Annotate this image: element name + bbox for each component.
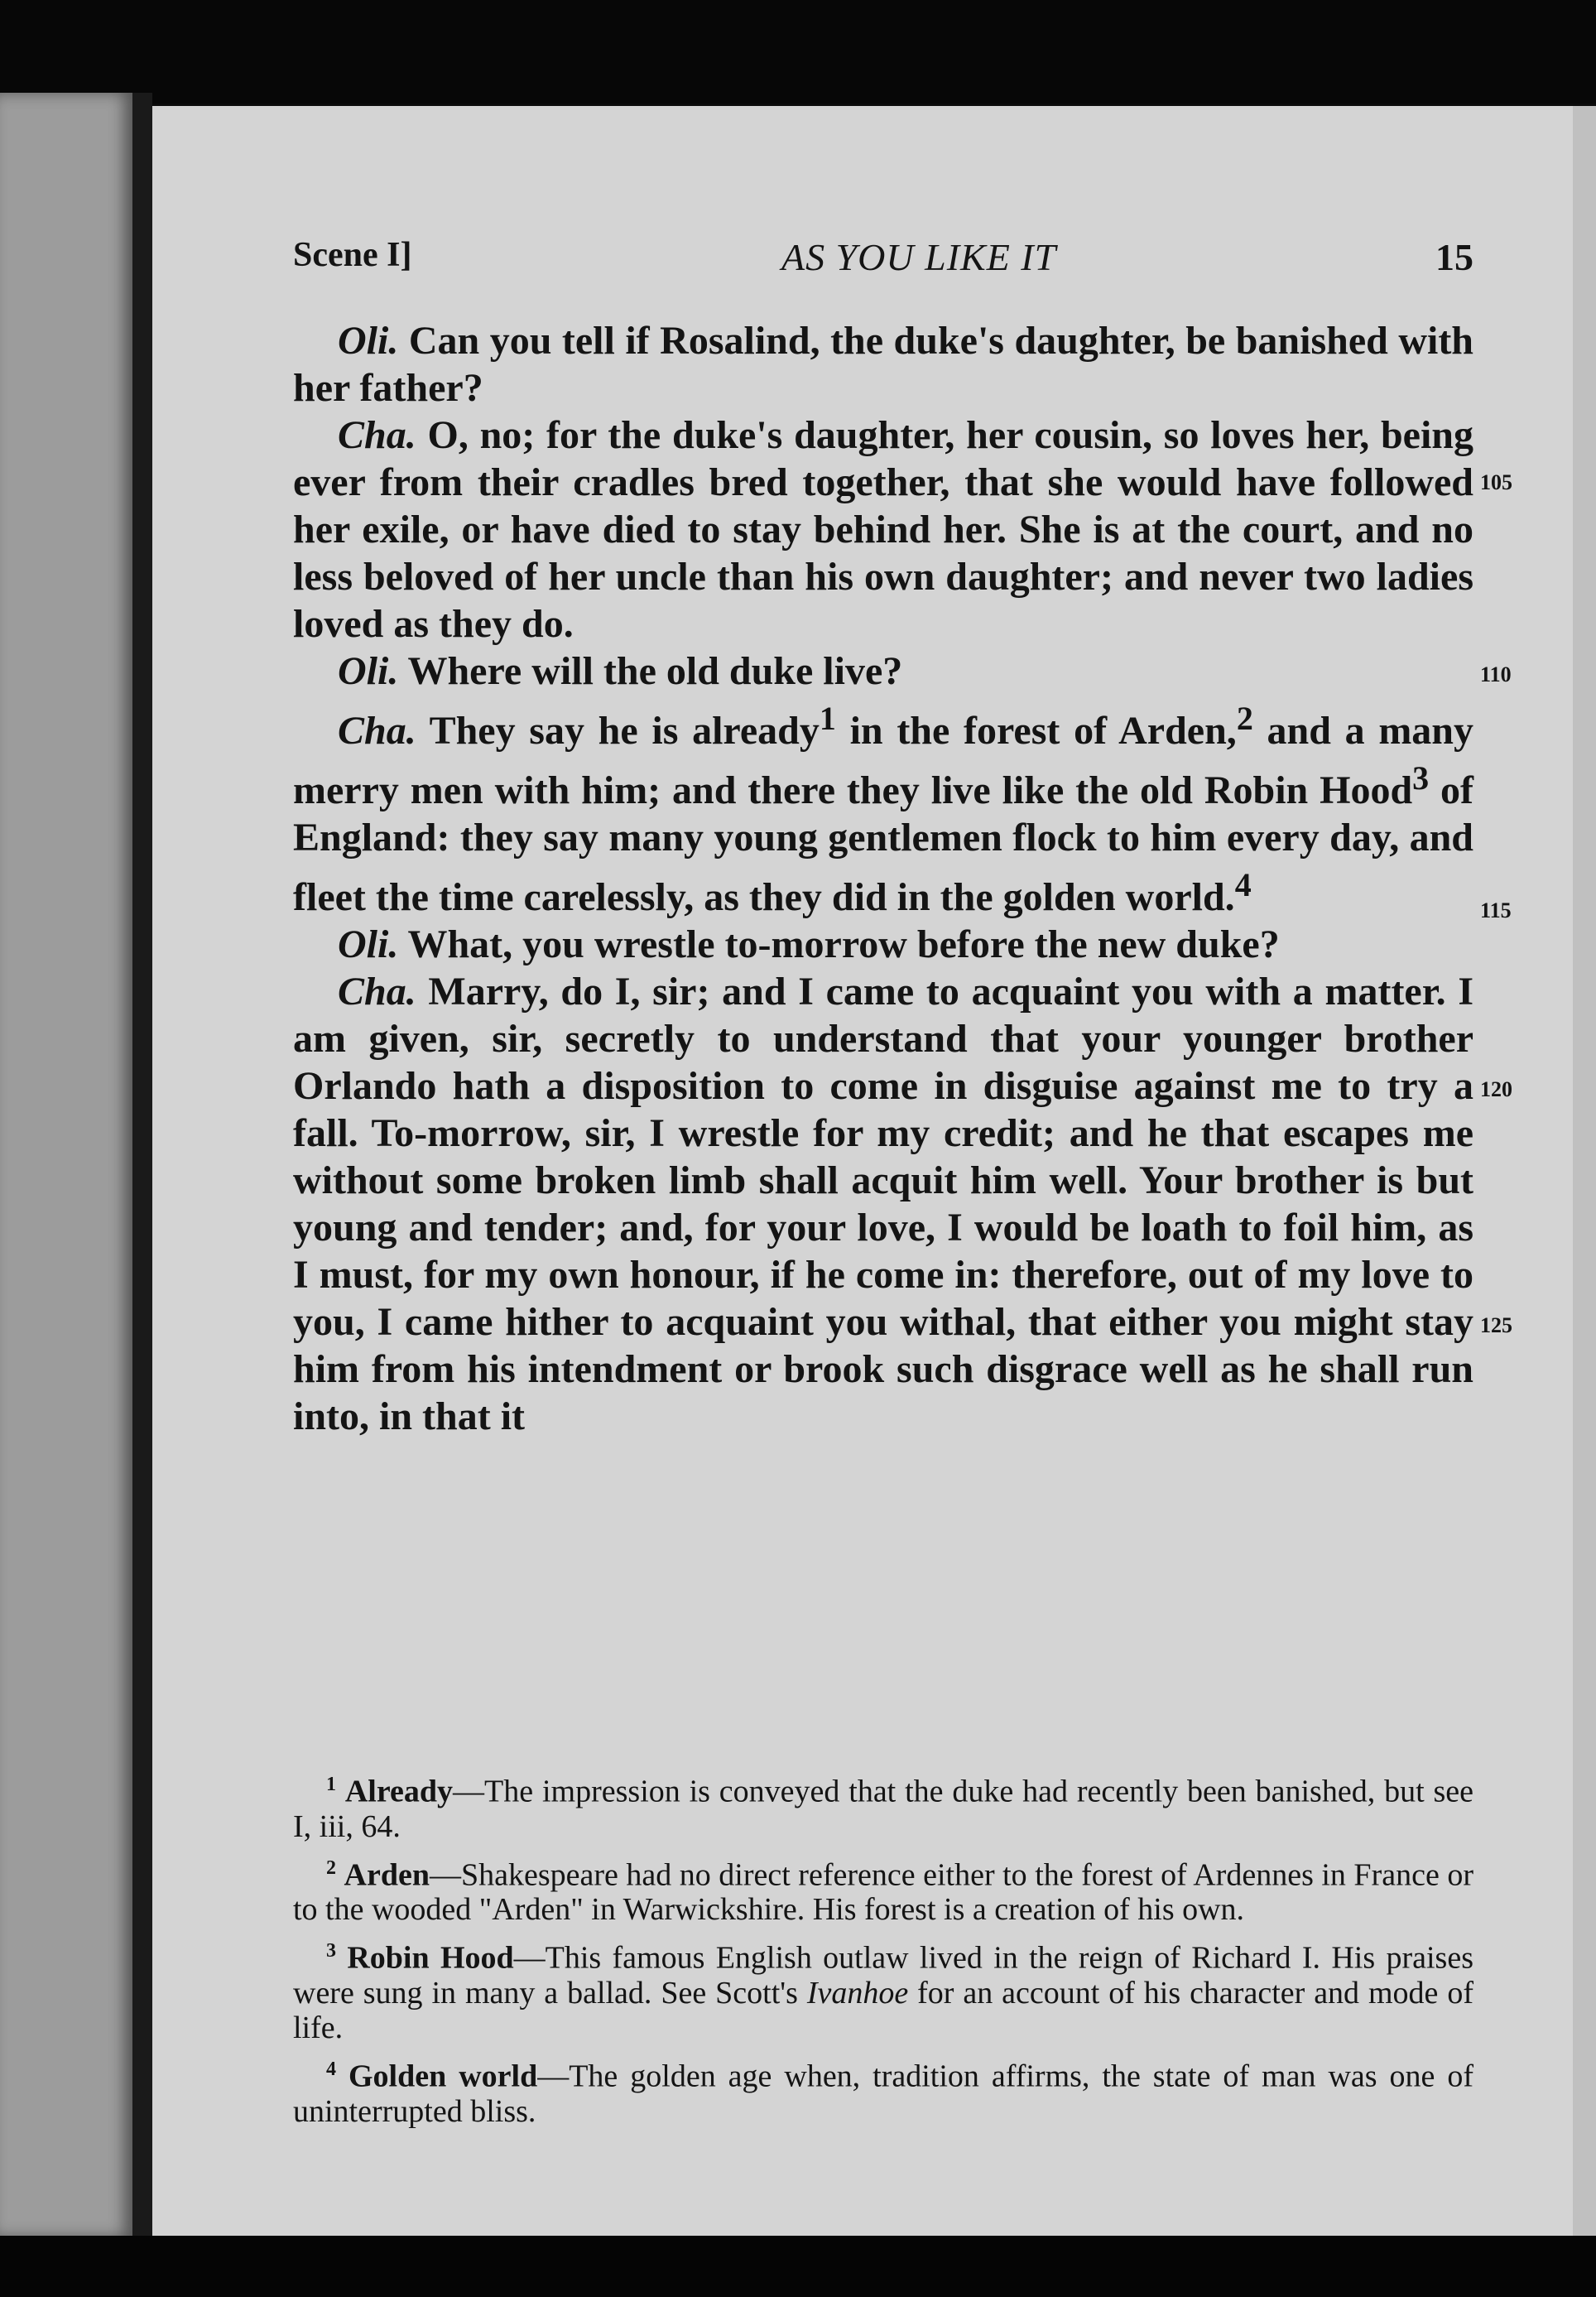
line-number: 115 bbox=[1480, 898, 1512, 922]
dialogue-line bbox=[293, 695, 1512, 922]
play-title: AS YOU LIKE IT bbox=[781, 236, 1057, 278]
line-number: 120 bbox=[1480, 1077, 1512, 1101]
dialogue-line bbox=[293, 648, 1512, 695]
page-number: 15 bbox=[1435, 236, 1473, 278]
speaker-name: Cha. bbox=[338, 970, 416, 1014]
footnote-reference: 3 bbox=[1412, 759, 1430, 797]
speaker-name: Cha. bbox=[338, 709, 416, 753]
dialogue-text: They say he is already bbox=[429, 709, 820, 753]
line-number: 125 bbox=[1480, 1313, 1512, 1337]
footnote-text: —This famous English outlaw lived in the reign of Richard I. His praises were sung in many a ballad. See Scott's bbox=[293, 1940, 1474, 2010]
dialogue-text: What, you wrestle to-morrow before the new duke? bbox=[407, 922, 1280, 966]
footnote-text: for an account of his character and mode of life. bbox=[293, 1975, 1473, 2045]
footnote-mark: 1 bbox=[326, 1774, 336, 1795]
book-gutter bbox=[132, 93, 152, 2237]
dialogue-line bbox=[293, 968, 1512, 1440]
book-title: Ivanhoe bbox=[806, 1975, 909, 2010]
footnote bbox=[293, 2052, 1473, 2129]
play-text bbox=[293, 317, 1512, 1440]
footnote-text: —The impression is conveyed that the duke had recently been banished, but see I, iii, 64. bbox=[293, 1774, 1474, 1844]
scan-top-border bbox=[0, 0, 1596, 104]
footnote-term: Robin Hood bbox=[347, 1940, 514, 1976]
speaker-name: Oli. bbox=[338, 922, 399, 966]
dialogue-text: Can you tell if Rosalind, the duke's daughter, be banished with her father? bbox=[293, 319, 1474, 410]
footnote-term: Already bbox=[344, 1774, 454, 1809]
footnote-mark: 2 bbox=[326, 1856, 336, 1879]
speaker-name: Oli. bbox=[338, 319, 399, 363]
footnote bbox=[293, 1933, 1473, 2045]
footnote bbox=[293, 1851, 1473, 1928]
dialogue-text: in the forest of Arden, bbox=[835, 709, 1237, 753]
book-page bbox=[152, 106, 1596, 2236]
footnotes bbox=[293, 1767, 1473, 2136]
left-facing-page-edge bbox=[0, 93, 132, 2237]
dialogue-line bbox=[293, 412, 1512, 648]
footnote-term: Golden world bbox=[348, 2059, 538, 2094]
dialogue-line bbox=[293, 921, 1473, 968]
footnote-reference: 1 bbox=[819, 700, 836, 737]
running-header bbox=[293, 235, 1473, 285]
dialogue-text: and a many merry men with him; and there they live like the old Robin Hood bbox=[293, 709, 1473, 812]
dialogue-text: of England: they say many young gentlemen flock to him every day, and fleet the time carelessly, as they did in the golden world. bbox=[293, 768, 1474, 919]
footnote-term: Arden bbox=[344, 1857, 430, 1893]
footnote-reference: 2 bbox=[1236, 700, 1253, 737]
line-number: 110 bbox=[1480, 662, 1512, 686]
scene-reference: Scene I] bbox=[293, 236, 412, 274]
footnote-text: —Shakespeare had no direct reference either to the forest of Ardennes in France or to the wooded "Arden" in Warwickshire. His forest is a creation of his own. bbox=[293, 1857, 1473, 1928]
speaker-name: Oli. bbox=[338, 649, 399, 693]
page-right-edge bbox=[1573, 106, 1596, 2236]
footnote-reference: 4 bbox=[1234, 866, 1252, 903]
footnote-mark: 3 bbox=[326, 1940, 336, 1962]
footnote-text: —The golden age when, tradition affirms, the state of man was one of uninterrupted bliss. bbox=[293, 2059, 1474, 2129]
footnote-mark: 4 bbox=[326, 2058, 336, 2080]
speaker-name: Cha. bbox=[338, 413, 416, 457]
dialogue-text: Marry, do I, sir; and I came to acquaint you with a matter. I am given, sir, secretly to understand that your younger brother Orlando hath a disposition to come in disguise against me to try a fall. To-morrow, sir, I wrestle for my credit; and he that escapes me without some broken limb shall acquit him well. Your brother is but young and tender; and, for your love, I would be loath to foil him, as I must, for my own honour, if he come in: therefore, out of my love to you, I came hither to acquaint you withal, that either you might stay him from his intendment or brook such disgrace well as he shall run into, in that it bbox=[293, 970, 1474, 1438]
scan-bottom-border bbox=[0, 2236, 1596, 2297]
footnote bbox=[293, 1767, 1473, 1844]
dialogue-text: O, no; for the duke's daughter, her cousin, so loves her, being ever from their cradles bred together, that she would have followed her exile, or have died to stay behind her. She is at the court, and no less beloved of her uncle than his own daughter; and never two ladies loved as they do. bbox=[293, 413, 1473, 646]
dialogue-line bbox=[293, 317, 1473, 412]
line-number: 105 bbox=[1480, 470, 1512, 494]
dialogue-text: Where will the old duke live? bbox=[407, 649, 903, 693]
